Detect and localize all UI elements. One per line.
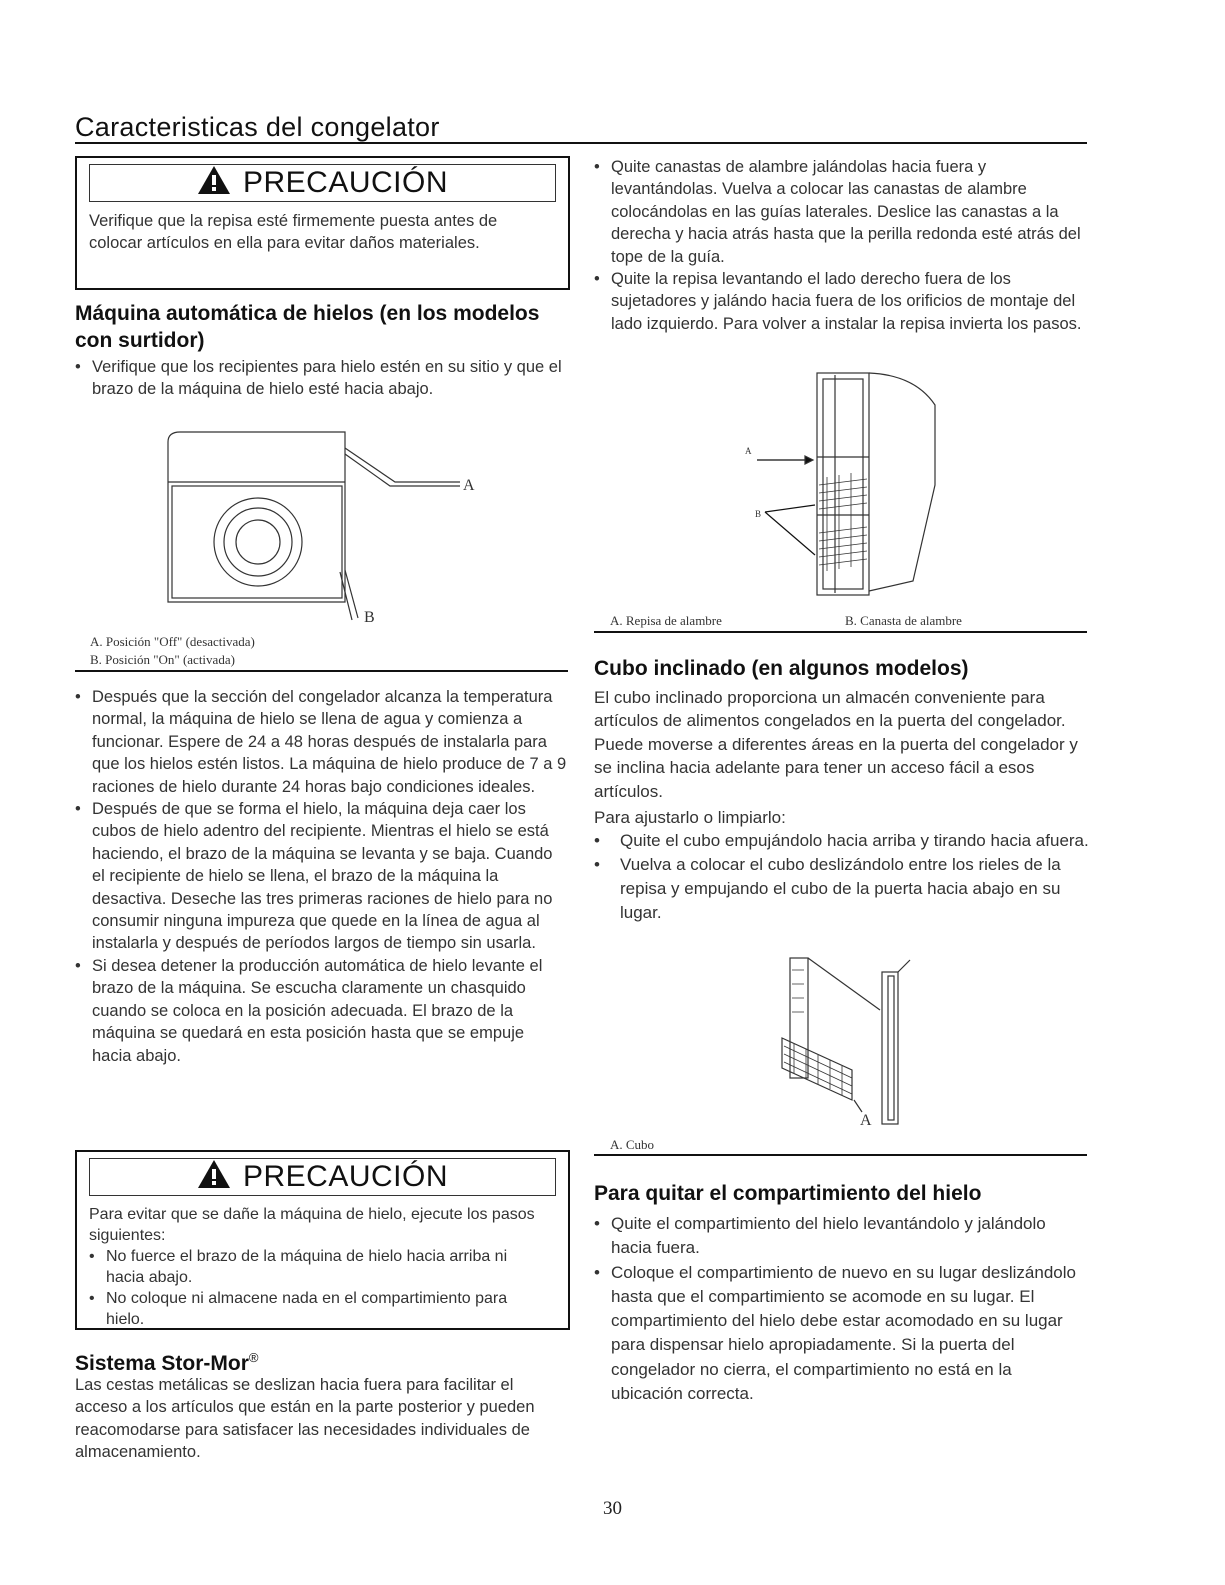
divider	[594, 1154, 1087, 1156]
list-item: • Coloque el compartimiento de nuevo en su lugar deslizándolo hasta que el compartimiento se acomode en su lugar. El compartimiento del hielo debe estar acomodado en su lugar para dispensar hielo apropiadamente. Si la puerta del congelador no cierra, el compartimiento no está en la ubicación correcta.	[594, 1261, 1087, 1407]
tilt-bin-adjust: Para ajustarlo o limpiarlo:	[594, 808, 786, 827]
ice-compartment-heading: Para quitar el compartimiento del hielo	[594, 1182, 982, 1205]
ice-compartment-bullets	[594, 1212, 1087, 1406]
icemaker-heading: Máquina automática de hielos (en los modelos con surtidor)	[75, 302, 540, 352]
stormor-heading	[75, 1344, 258, 1377]
list-item: • Quite el cubo empujándolo hacia arriba y tirando hacia afuera.	[594, 829, 1089, 853]
label-a: A	[745, 446, 752, 456]
list-item: • Verifique que los recipientes para hielo estén en su sitio y que el brazo de la máquina de hielo esté hacia abajo.	[75, 356, 565, 401]
caution-bullets	[89, 1246, 549, 1330]
list-item: • Quite la repisa levantando el lado derecho fuera de los sujetadores y jalándo hacia fuera de los orificios de montaje del lado izquierdo. Para volver a instalar la repisa invierta los pasos.	[594, 268, 1089, 335]
caution-heading-text: PRECAUCIÓN	[242, 1160, 449, 1193]
freezer-basket-illustration	[735, 365, 955, 605]
list-item: • No fuerce el brazo de la máquina de hielo hacia arriba ni hacia abajo.	[89, 1246, 549, 1288]
title-rule	[75, 142, 1087, 144]
icemaker-bullets	[75, 686, 568, 1067]
label-a: A	[860, 1112, 872, 1129]
divider	[75, 670, 568, 672]
label-a: A	[463, 477, 475, 494]
stormor-heading-text: Sistema Stor-Mor	[75, 1352, 249, 1375]
icemaker-illustration	[140, 420, 500, 630]
basket-caption-a: A. Repisa de alambre	[610, 613, 722, 628]
caution-text: Verifique que la repisa esté firmemente puesta antes de colocar artículos en ella para evitar daños materiales.	[89, 212, 498, 253]
tilt-bin-illustration	[770, 950, 940, 1130]
tilt-bin-heading: Cubo inclinado (en algunos modelos)	[594, 657, 969, 680]
tilt-bin-bullets	[594, 829, 1089, 925]
label-b: B	[364, 609, 375, 626]
divider	[594, 631, 1087, 633]
registered-mark: ®	[248, 1350, 259, 1365]
page-number: 30	[603, 1498, 622, 1519]
stormor-text: Las cestas metálicas se deslizan hacia fuera para facilitar el acceso a los artículos que están en la parte posterior y pueden reacomodarse para satisfacer las necesidades individuales de almacenamiento.	[75, 1376, 535, 1462]
list-item: • Después que la sección del congelador alcanza la temperatura normal, la máquina de hielo se llena de agua y comienza a funcionar. Espere de 24 a 48 horas después de instalarla para que los hielos estén listos. La máquina de hielo produce de 7 a 9 raciones de hielo durante 24 horas bajo condiciones ideales.	[75, 686, 568, 798]
caution-heading-text: PRECAUCIÓN	[242, 166, 449, 199]
warning-icon	[197, 165, 231, 195]
caution-box	[75, 156, 570, 290]
list-item: • Si desea detener la producción automática de hielo levante el brazo de la máquina. Se escucha claramente un chasquido cuando se coloca en la posición adecuada. El brazo de la máquina se quedará en esta posición hasta que se empuje hacia abajo.	[75, 955, 568, 1067]
warning-icon	[197, 1159, 231, 1189]
basket-bullets	[594, 156, 1089, 335]
caution-heading	[89, 164, 556, 202]
list-item: • Vuelva a colocar el cubo deslizándolo entre los rieles de la repisa y empujando el cubo de la puerta hacia abajo en su lugar.	[594, 853, 1089, 925]
caution-text: Para evitar que se dañe la máquina de hielo, ejecute los pasos siguientes:	[89, 1206, 535, 1244]
page-title: Caracteristicas del congelator	[75, 112, 440, 142]
icemaker-intro-list	[75, 356, 565, 401]
list-item: • Quite el compartimiento del hielo levantándolo y jalándolo hacia fuera.	[594, 1212, 1087, 1261]
label-b: B	[755, 509, 762, 519]
list-item: • Quite canastas de alambre jalándolas hacia fuera y levantándolas. Vuelva a colocar las canastas de alambre colocándolas en las guías laterales. Deslice las canastas a la derecha y hacia atrás hasta que la perilla redonda esté atrás del tope de la guía.	[594, 156, 1089, 268]
caution-box	[75, 1150, 570, 1330]
icemaker-caption-a: A. Posición "Off" (desactivada)	[90, 634, 255, 649]
basket-caption-b: B. Canasta de alambre	[845, 613, 962, 628]
list-item: • No coloque ni almacene nada en el compartimiento para hielo.	[89, 1288, 549, 1330]
tilt-bin-caption: A. Cubo	[610, 1137, 655, 1152]
caution-heading	[89, 1158, 556, 1196]
tilt-bin-text: El cubo inclinado proporciona un almacén conveniente para artículos de alimentos congelados en la puerta del congelador. Puede moverse a diferentes áreas en la puerta del congelador y se inclina hacia adelante para tener un acceso fácil a esos artículos.	[594, 688, 1078, 801]
icemaker-caption-b: B. Posición "On" (activada)	[90, 652, 235, 667]
list-item: • Después de que se forma el hielo, la máquina deja caer los cubos de hielo adentro del recipiente. Mientras el hielo se está haciendo, el brazo de la máquina se levanta y se baja. Cuando el recipiente de hielo se llena, el brazo de la máquina la desactiva. Deseche las tres primeras raciones de hielo para no consumir ninguna impureza que quede en la línea de agua al instalarla y después de períodos largos de tiempo sin usarla.	[75, 798, 568, 955]
